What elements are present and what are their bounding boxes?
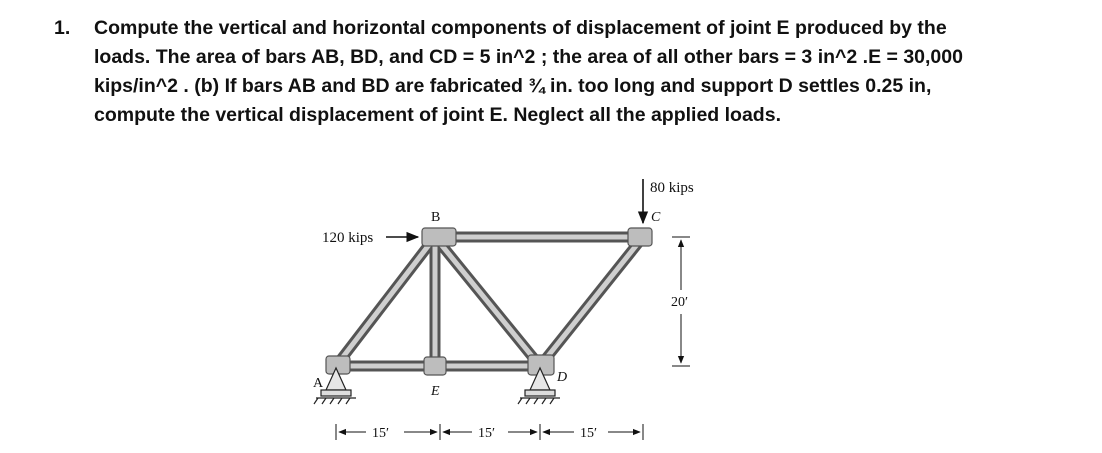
problem-line-3: kips/in^2 . (b) If bars AB and BD are fabricated ¾ in. too long and support D settles 0.25 in, <box>94 75 932 97</box>
problem-line-1: Compute the vertical and horizontal components of displacement of joint E produced by the <box>94 17 947 39</box>
joint-label-c: C <box>651 210 661 225</box>
dimension-span-2-label: 15′ <box>478 426 496 441</box>
load-80-kips-label: 80 kips <box>650 180 694 196</box>
dimension-span-1-label: 15′ <box>372 426 390 441</box>
problem-line-4: compute the vertical displacement of joint E. Neglect all the applied loads. <box>94 104 781 126</box>
joint-label-b: B <box>431 210 441 225</box>
gusset-c <box>628 228 652 246</box>
dimension-span-3-label: 15′ <box>580 426 598 441</box>
load-120-kips-label: 120 kips <box>322 230 374 246</box>
gusset-e <box>424 357 446 375</box>
dimension-height-label: 20′ <box>671 295 689 310</box>
joint-label-e: E <box>431 384 440 399</box>
joint-label-a: A <box>313 376 324 391</box>
problem-line-2: loads. The area of bars AB, BD, and CD = 5 in^2 ; the area of all other bars = 3 in^2 .E = 30,000 <box>94 46 963 68</box>
load-120-kips <box>322 230 418 246</box>
problem-number: 1. <box>54 17 71 39</box>
joint-label-d: D <box>557 370 568 385</box>
gusset-b <box>422 228 456 246</box>
